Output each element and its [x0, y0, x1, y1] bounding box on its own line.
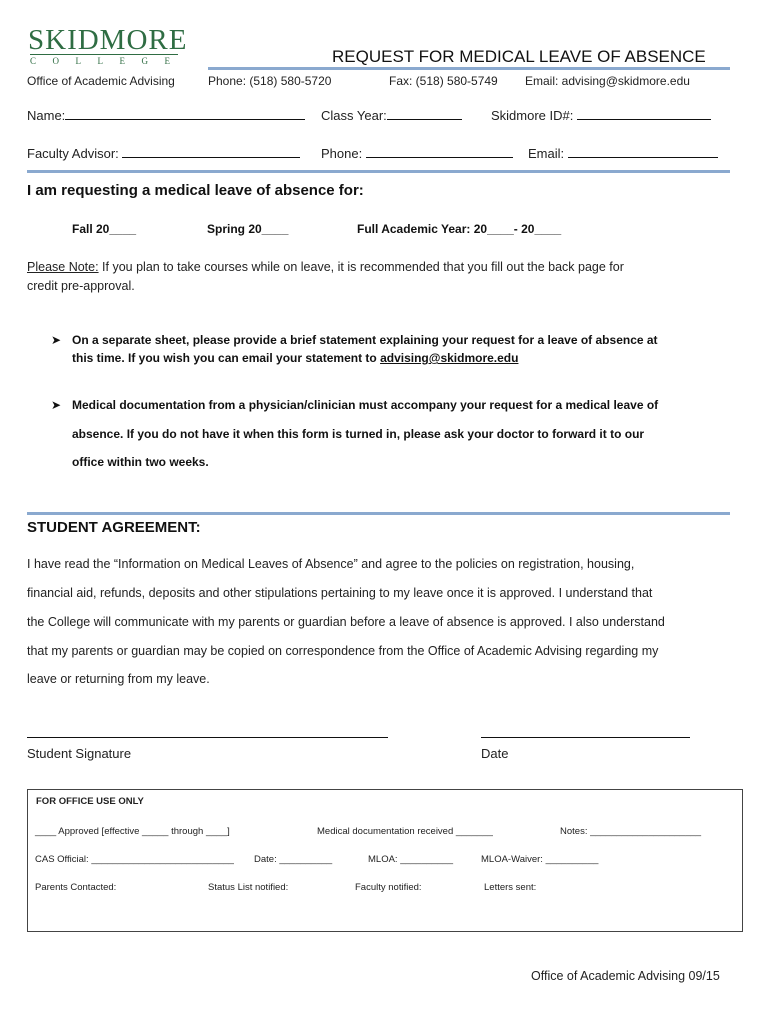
arrow-bullet-icon: ➤: [51, 333, 62, 347]
medical-doc-instruction: Medical documentation from a physician/clinician must accompany your request for a medical leave of: [72, 398, 659, 412]
office-use-heading: FOR OFFICE USE ONLY: [36, 796, 144, 807]
agreement-line: leave or returning from my leave.: [27, 672, 210, 686]
faculty-notified-label: Faculty notified:: [355, 882, 422, 893]
agreement-heading: STUDENT AGREEMENT:: [27, 519, 201, 536]
skidmore-id-input-line[interactable]: [577, 107, 711, 120]
skidmore-id-field: [491, 107, 711, 123]
agreement-line: the College will communicate with my parents or guardian before a leave of absence is approved. I also understand: [27, 615, 665, 629]
class-year-input-line[interactable]: [387, 107, 462, 120]
name-field: [27, 107, 305, 123]
office-email: Email: advising@skidmore.edu: [525, 74, 690, 88]
faculty-advisor-input-line[interactable]: [122, 145, 300, 158]
section-rule-1: [27, 170, 730, 173]
please-note-text: If you plan to take courses while on leave, it is recommended that you fill out the back page for: [98, 260, 624, 274]
faculty-advisor-field: [27, 145, 300, 161]
college-logo-subtitle: COLLEGE: [30, 56, 187, 66]
statement-instruction-continued: [72, 351, 518, 365]
phone-field: [321, 145, 513, 161]
student-signature-label: Student Signature: [27, 746, 132, 761]
section-rule-2: [27, 512, 730, 515]
mloa-field[interactable]: MLOA: __________: [368, 854, 454, 865]
office-name: Office of Academic Advising: [27, 74, 175, 88]
email-input-line[interactable]: [568, 145, 718, 158]
name-label: Name:: [27, 108, 66, 123]
statement-instruction: On a separate sheet, please provide a brief statement explaining your request for a leave of absence at: [72, 333, 658, 347]
med-doc-received-field[interactable]: Medical documentation received _______: [317, 826, 493, 837]
skidmore-id-label: Skidmore ID#:: [491, 108, 574, 123]
agreement-line: financial aid, refunds, deposits and other stipulations pertaining to my leave once it is approved. I understand that: [27, 586, 653, 600]
notes-field[interactable]: Notes: _____________________: [560, 826, 702, 837]
office-phone: Phone: (518) 580-5720: [208, 74, 332, 88]
agreement-line: that my parents or guardian may be copied on correspondence from the Office of Academic Advising regarding my: [27, 644, 659, 658]
medical-doc-instruction-3: office within two weeks.: [72, 455, 209, 469]
parents-contacted-label: Parents Contacted:: [35, 882, 117, 893]
student-signature-line[interactable]: [27, 737, 388, 738]
request-heading: I am requesting a medical leave of absence for:: [27, 182, 364, 199]
advising-email-link[interactable]: advising@skidmore.edu: [380, 351, 519, 365]
college-logo: SKIDMORE: [28, 24, 188, 56]
name-input-line[interactable]: [65, 107, 305, 120]
full-year-option[interactable]: Full Academic Year: 20____- 20____: [357, 222, 562, 236]
medical-doc-instruction-2: absence. If you do not have it when this form is turned in, please ask your doctor to forward it to our: [72, 427, 645, 441]
approved-field[interactable]: ____ Approved [effective _____ through ____]: [35, 826, 230, 837]
class-year-label: Class Year:: [321, 108, 387, 123]
statement-email-text: this time. If you wish you can email your statement to: [72, 351, 381, 365]
email-field: [528, 145, 718, 161]
office-date-field[interactable]: Date: __________: [254, 854, 333, 865]
letters-sent-label: Letters sent:: [484, 882, 537, 893]
class-year-field: [321, 107, 462, 123]
date-label: Date: [481, 746, 509, 761]
email-label: Email:: [528, 146, 565, 161]
mloa-waiver-field[interactable]: MLOA-Waiver: __________: [481, 854, 599, 865]
please-note-continued: credit pre-approval.: [27, 279, 135, 293]
faculty-advisor-label: Faculty Advisor:: [27, 146, 119, 161]
date-signature-line[interactable]: [481, 737, 690, 738]
phone-label: Phone:: [321, 146, 363, 161]
phone-input-line[interactable]: [366, 145, 513, 158]
spring-option[interactable]: Spring 20____: [207, 222, 289, 236]
form-footer: Office of Academic Advising 09/15: [531, 969, 720, 983]
arrow-bullet-icon: ➤: [51, 398, 62, 412]
status-list-label: Status List notified:: [208, 882, 289, 893]
please-note-label: Please Note:: [27, 260, 99, 274]
office-fax: Fax: (518) 580-5749: [389, 74, 498, 88]
fall-option[interactable]: Fall 20____: [72, 222, 137, 236]
please-note: [27, 260, 624, 274]
logo-divider: [30, 54, 178, 55]
cas-official-field[interactable]: CAS Official: ___________________________: [35, 854, 234, 865]
title-rule: [208, 67, 730, 70]
form-title: REQUEST FOR MEDICAL LEAVE OF ABSENCE: [332, 47, 706, 66]
agreement-line: I have read the “Information on Medical Leaves of Absence” and agree to the policies on registration, housing,: [27, 557, 635, 571]
